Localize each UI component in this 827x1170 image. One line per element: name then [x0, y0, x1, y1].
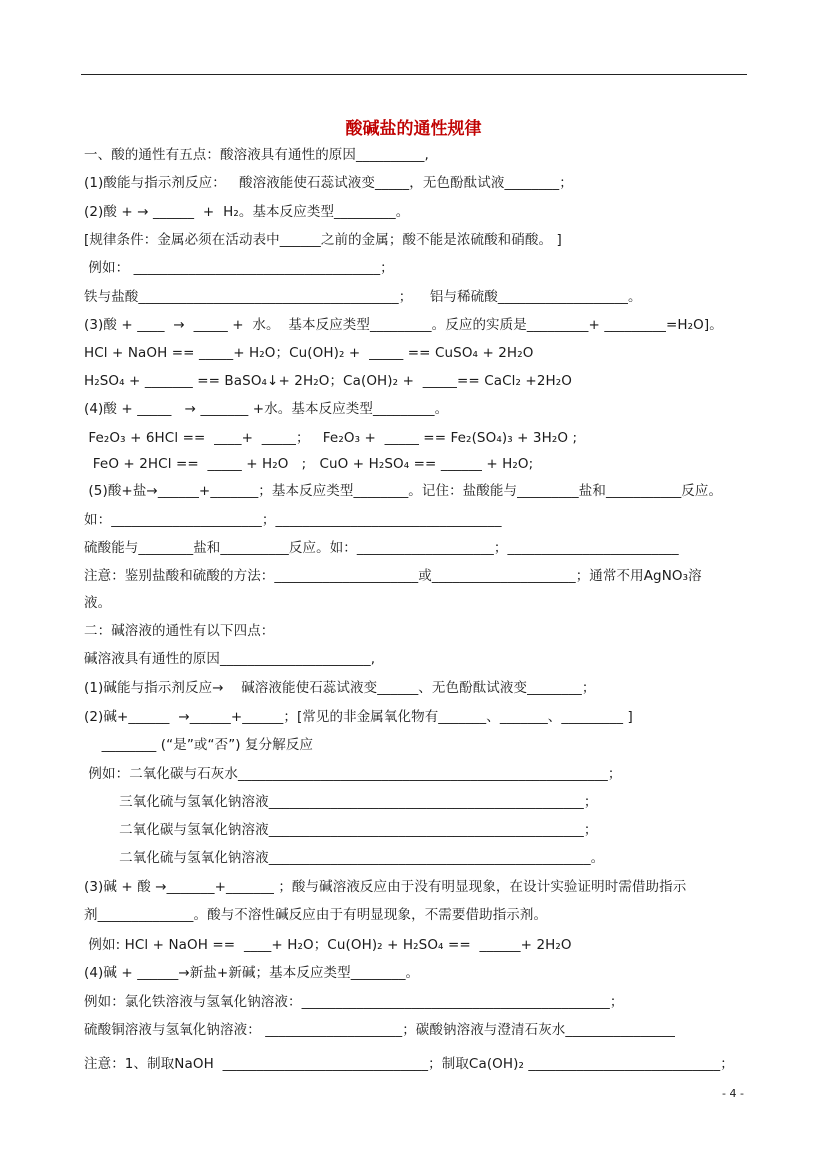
text-line: (2)碱+______ →______+______；[常见的非金属氧化物有_______、_______、_________ ]	[84, 709, 633, 725]
text-line: (1)碱能与指示剂反应→ 碱溶液能使石蕊试液变______、无色酚酞试液变________；	[84, 680, 596, 696]
text-line: (3)酸 + ____ → _____ + 水。 基本反应类型_________。反应的实质是_________+ _________=H₂O]。	[84, 317, 723, 333]
header-rule	[81, 74, 747, 75]
text-line: (5)酸+盐→______+_______；基本反应类型________。记住：盐酸能与_________盐和___________反应。	[84, 483, 723, 499]
text-line: 碱溶液具有通性的原因______________________,	[84, 651, 376, 667]
text-line: [规律条件：金属必须在活动表中______之前的金属；酸不能是浓硫酸和硝酸。 ]	[84, 232, 562, 248]
text-line: 二：碱溶液的通性有以下四点：	[84, 623, 275, 639]
text-line: 注意：1、制取NaOH ______________________________；制取Ca(OH)₂ ____________________________；	[84, 1056, 734, 1072]
text-line: ________ (“是”或“否”) 复分解反应	[84, 737, 314, 753]
text-line: 硫酸能与________盐和__________反应。如：____________________；_________________________	[84, 540, 679, 556]
text-line: 例如: HCl + NaOH == ____+ H₂O；Cu(OH)₂ + H₂SO₄ == ______+ 2H₂O	[84, 937, 572, 953]
page-number: - 4 -	[722, 1087, 744, 1100]
text-line: H₂SO₄ + _______ == BaSO₄↓+ 2H₂O；Ca(OH)₂ + _____== CaCl₂ +2H₂O	[84, 373, 572, 389]
text-line: 注意：鉴别盐酸和硫酸的方法：_____________________或_____________________；通常不用AgNO₃溶	[84, 568, 702, 584]
text-line: (2)酸 + → ______ + H₂。基本反应类型_________。	[84, 204, 410, 220]
text-line: 三氧化硫与氢氧化钠溶液______________________________________________；	[84, 794, 598, 810]
text-line: 一、酸的通性有五点：酸溶液具有通性的原因__________,	[84, 147, 429, 163]
page-title: 酸碱盐的通性规律	[345, 119, 482, 139]
text-line: 铁与盐酸______________________________________； 铝与稀硫酸___________________。	[84, 289, 642, 305]
text-line: 如：______________________；_________________________________	[84, 512, 502, 528]
text-line: 二氧化硫与氢氧化钠溶液_______________________________________________。	[84, 850, 605, 866]
text-line: 例如： ____________________________________；	[84, 260, 394, 276]
text-line: 例如：氯化铁溶液与氢氧化钠溶液：_____________________________________________；	[84, 994, 624, 1010]
text-line: 例如：二氧化碳与石灰水______________________________________________________；	[84, 766, 622, 782]
text-line: FeO + 2HCl == _____ + H₂O ; CuO + H₂SO₄ == ______ + H₂O;	[84, 456, 534, 472]
text-line: HCl + NaOH == _____+ H₂O；Cu(OH)₂ + _____ == CuSO₄ + 2H₂O	[84, 345, 534, 361]
text-line: (4)碱 + ______→新盐+新碱；基本反应类型________。	[84, 965, 420, 981]
text-line: Fe₂O₃ + 6HCl == ____+ _____； Fe₂O₃ + _____ == Fe₂(SO₄)₃ + 3H₂O ;	[84, 430, 578, 446]
text-line: (1)酸能与指示剂反应： 酸溶液能使石蕊试液变_____，无色酚酞试液________；	[84, 175, 573, 191]
text-line: 液。	[84, 595, 112, 611]
text-line: (4)酸 + _____ → _______ +水。基本反应类型_________。	[84, 401, 449, 417]
text-line: (3)碱 + 酸 →_______+_______ ；酸与碱溶液反应由于没有明显现象，在设计实验证明时需借助指示	[84, 879, 687, 895]
text-line: 硫酸铜溶液与氢氧化钠溶液： ____________________；碳酸钠溶液与澄清石灰水________________	[84, 1022, 675, 1038]
text-line: 剂______________。酸与不溶性碱反应由于有明显现象，不需要借助指示剂。	[84, 907, 548, 923]
text-line: 二氧化碳与氢氧化钠溶液______________________________________________；	[84, 822, 598, 838]
